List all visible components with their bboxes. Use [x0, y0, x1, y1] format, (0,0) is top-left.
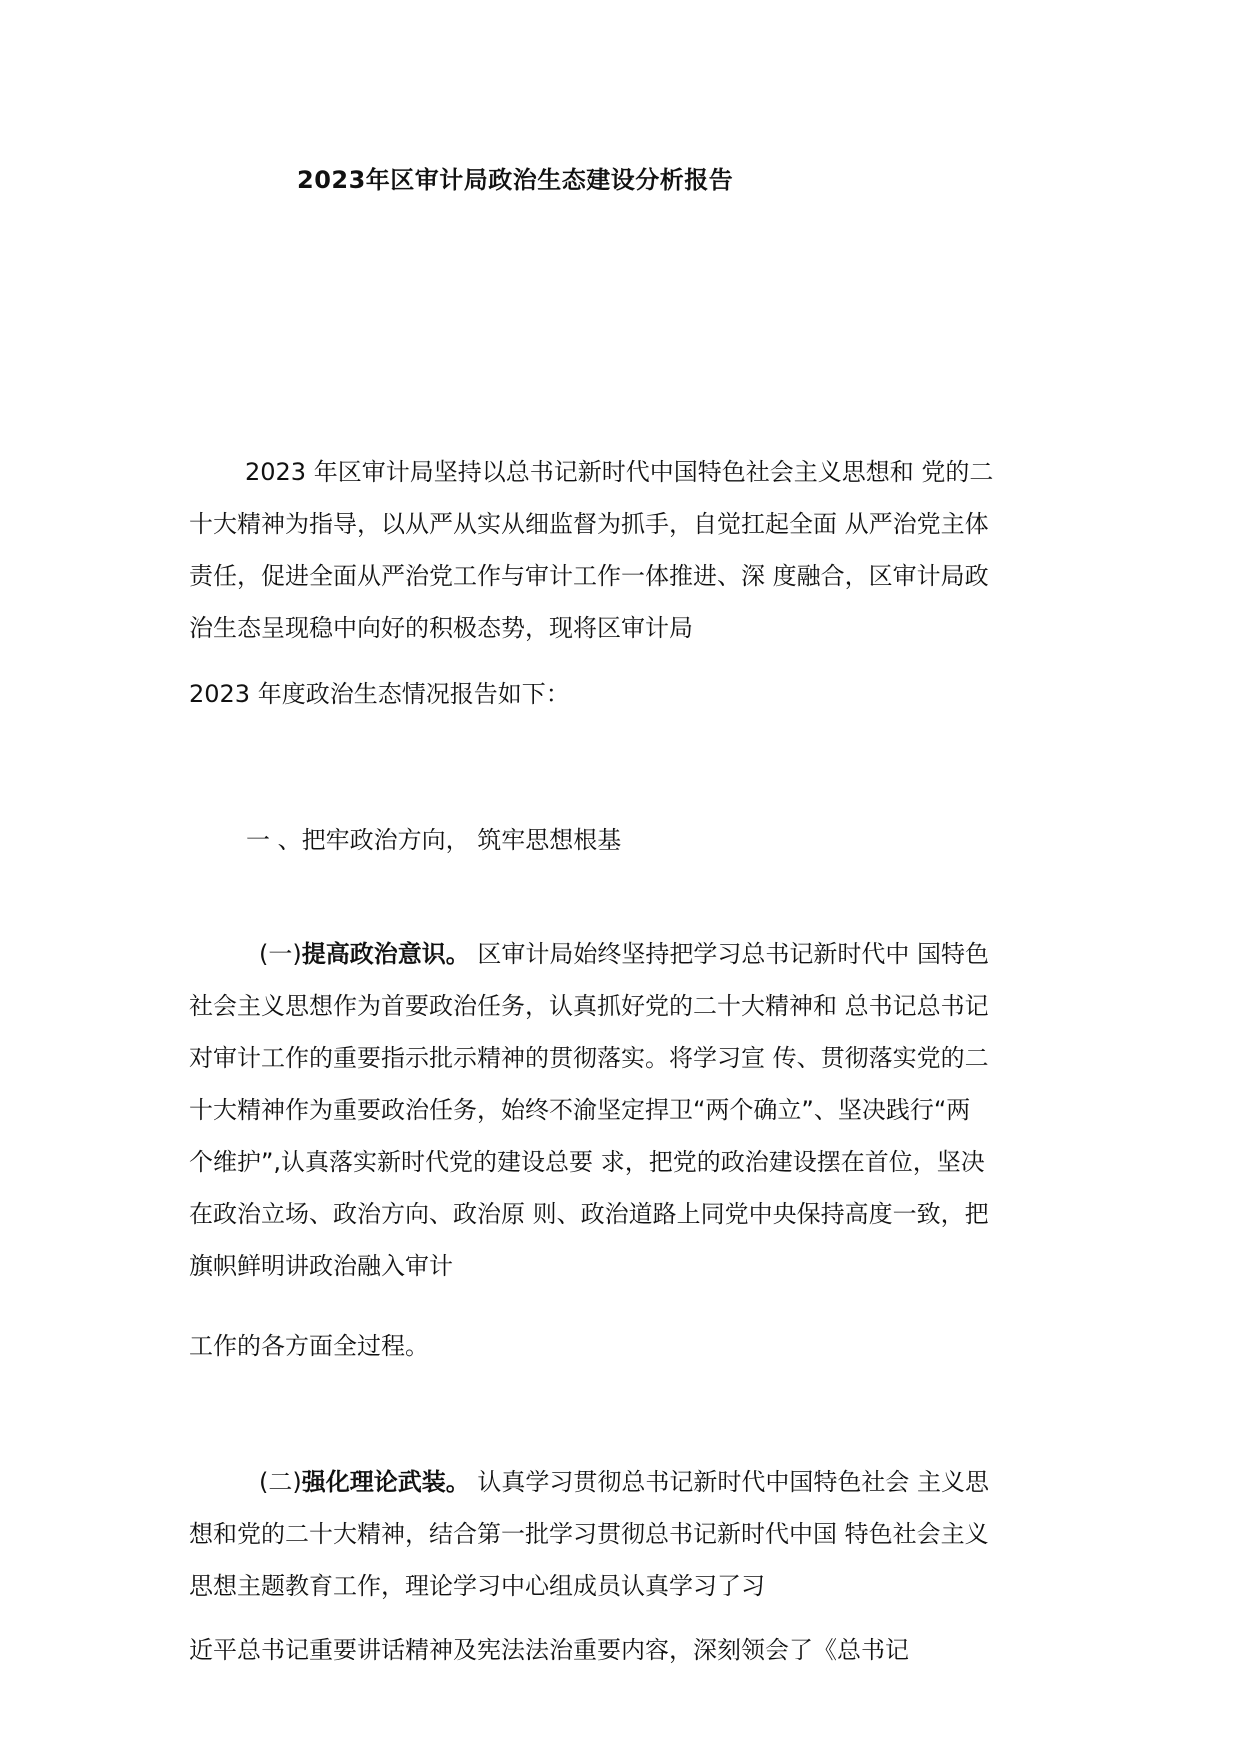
document-title: 2023年区审计局政治生态建设分析报告	[297, 166, 734, 194]
intro-line-1: 2023 年区审计局坚持以总书记新时代中国特色社会主义思想和 党的二	[245, 458, 994, 486]
subsection-2-number: (二)	[259, 1468, 302, 1496]
intro-tail-line: 2023 年度政治生态情况报告如下：	[189, 680, 570, 708]
subsection-1-line-4: 十大精神作为重要政治任务，始终不渝坚定捍卫“两个确立”、坚决践行“两	[189, 1096, 971, 1124]
subsection-1-line-7: 旗帜鲜明讲政治融入审计	[189, 1252, 453, 1280]
subsection-2-first-line	[189, 1456, 1059, 1508]
subsection-1-tail-line: 工作的各方面全过程。	[189, 1332, 429, 1360]
subsection-2-paragraph	[189, 1456, 1059, 1612]
subsection-2-tail-line: 近平总书记重要讲话精神及宪法法治重要内容，深刻领会了《总书记	[189, 1636, 909, 1664]
subsection-1-title: 提高政治意识。	[301, 940, 470, 968]
subsection-1-number: (一)	[259, 940, 302, 968]
subsection-1-line-6: 在政治立场、政治方向、政治原 则、政治道路上同党中央保持高度一致，把	[189, 1200, 989, 1228]
intro-line-4: 治生态呈现稳中向好的积极态势，现将区审计局	[189, 614, 693, 642]
subsection-2-line-3: 思想主题教育工作，理论学习中心组成员认真学习了习	[189, 1572, 765, 1600]
subsection-1-first-line	[189, 928, 1059, 980]
subsection-2-line-2: 想和党的二十大精神，结合第一批学习贯彻总书记新时代中国 特色社会主义	[189, 1520, 989, 1548]
subsection-1-line-5: 个维护”,认真落实新时代党的建设总要 求，把党的政治建设摆在首位，坚决	[189, 1148, 985, 1176]
subsection-1-first-line-text: 区审计局始终坚持把学习总书记新时代中 国特色	[469, 940, 989, 968]
intro-line-2: 十大精神为指导，以从严从实从细监督为抓手，自觉扛起全面 从严治党主体	[189, 510, 989, 538]
subsection-2-title: 强化理论武装。	[301, 1468, 470, 1496]
subsection-1-line-2: 社会主义思想作为首要政治任务，认真抓好党的二十大精神和 总书记总书记	[189, 992, 989, 1020]
subsection-1-line-3: 对审计工作的重要指示批示精神的贯彻落实。将学习宣 传、贯彻落实党的二	[189, 1044, 989, 1072]
intro-paragraph	[189, 446, 1059, 654]
intro-line-3: 责任，促进全面从严治党工作与审计工作一体推进、深 度融合，区审计局政	[189, 562, 989, 590]
subsection-1-paragraph	[189, 928, 1059, 1292]
subsection-2-first-line-text: 认真学习贯彻总书记新时代中国特色社会 主义思	[469, 1468, 989, 1496]
section-1-heading: 一 、把牢政治方向， 筑牢思想根基	[246, 826, 622, 854]
